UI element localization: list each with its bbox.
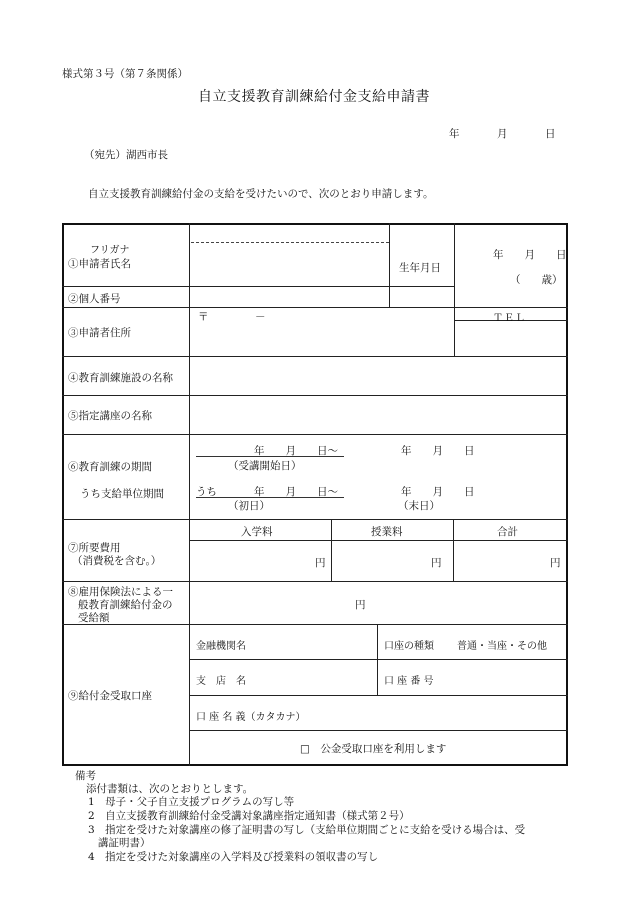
- tel-field[interactable]: [455, 321, 567, 355]
- sub-period-first-note: （初日）: [228, 500, 270, 512]
- personal-number-field[interactable]: [190, 288, 388, 306]
- postal-mark: 〒: [198, 311, 209, 323]
- period-start-note: （受講開始日）: [228, 460, 302, 472]
- insurance-label-line3: 受給額: [78, 612, 110, 624]
- public-account-checkbox[interactable]: □ 公金受取口座を利用します: [300, 743, 447, 755]
- postal-dash: －: [255, 311, 266, 323]
- course-field[interactable]: [190, 396, 567, 433]
- applicant-name-field[interactable]: [190, 244, 388, 285]
- notes-intro: 添付書類は、次のとおりとします。: [86, 783, 254, 795]
- notes-item-3-cont: 講証明書）: [98, 837, 151, 849]
- period-label: ⑥教育訓練の期間: [68, 461, 152, 473]
- period-sub-label: うち支給単位期間: [80, 488, 164, 500]
- furigana-label: フリガナ: [90, 245, 130, 256]
- addressee: （宛先）湖西市長: [84, 149, 168, 161]
- personal-number-label: ②個人番号: [68, 293, 121, 305]
- birth-date-label: 生年月日: [399, 262, 441, 274]
- notes-heading: 備考: [75, 770, 96, 782]
- facility-label: ④教育訓練施設の名称: [68, 372, 173, 384]
- sub-period-prefix: うち: [196, 486, 217, 498]
- entrance-fee-field[interactable]: [190, 542, 330, 580]
- entrance-fee-header: 入学料: [241, 526, 273, 538]
- notes-item-4: 4 指定を受けた対象講座の入学料及び授業料の領収書の写し: [88, 851, 379, 863]
- account-holder-label: 口 座 名 義（カタカナ）: [196, 712, 306, 723]
- cost-tax-note: （消費税を含む。）: [72, 555, 162, 567]
- cost-label: ⑦所要費用: [68, 542, 121, 554]
- bank-name-label: 金融機関名: [196, 641, 246, 652]
- address-label: ③申請者住所: [68, 327, 131, 339]
- course-label: ⑤指定講座の名称: [68, 410, 152, 422]
- age-field[interactable]: （ 歳）: [510, 274, 563, 286]
- account-type-options[interactable]: 普通・当座・その他: [457, 641, 547, 652]
- date-year-label: 年: [449, 128, 460, 140]
- branch-label: 支 店 名: [196, 676, 246, 687]
- facility-field[interactable]: [190, 357, 567, 394]
- address-field[interactable]: [190, 322, 452, 355]
- insurance-label-line2: 般教育訓練給付金の: [78, 599, 173, 611]
- insurance-yen: 円: [355, 599, 366, 611]
- sub-period-start-field[interactable]: 年 月 日～: [254, 486, 338, 498]
- page-title: 自立支援教育訓練給付金支給申請書: [198, 89, 430, 105]
- notes-item-2: 2 自立支援教育訓練給付金受講対象講座指定通知書（様式第２号）: [88, 810, 410, 822]
- sub-period-end-field[interactable]: 年 月 日: [401, 486, 475, 498]
- birth-date-field[interactable]: 年 月 日: [493, 249, 567, 261]
- tuition-header: 授業料: [371, 526, 403, 538]
- intro-text: 自立支援教育訓練給付金の支給を受けたいので、次のとおり申請します。: [88, 188, 434, 200]
- date-month-label: 月: [497, 128, 508, 140]
- insurance-amount-field[interactable]: [190, 582, 567, 623]
- total-header: 合計: [497, 526, 518, 538]
- entrance-fee-yen: 円: [315, 557, 326, 569]
- account-type-label: 口座の種類: [384, 641, 434, 652]
- insurance-label-line1: ⑧雇用保険法による一: [68, 586, 173, 598]
- date-day-label: 日: [545, 128, 556, 140]
- notes-item-3: 3 指定を受けた対象講座の修了証明書の写し（支給単位期間ごとに支給を受ける場合は、受: [88, 824, 526, 836]
- sub-period-last-note: （末日）: [398, 500, 440, 512]
- tel-label: ＴＥＬ: [493, 313, 526, 324]
- form-number: 様式第３号（第７条関係）: [62, 68, 188, 80]
- notes-item-1: 1 母子・父子自立支援プログラムの写し等: [88, 796, 295, 808]
- period-start-field[interactable]: 年 月 日～: [254, 445, 338, 457]
- furigana-field[interactable]: [190, 225, 388, 242]
- account-label: ⑨給付金受取口座: [68, 690, 152, 702]
- applicant-name-label: ①申請者氏名: [68, 258, 131, 270]
- account-number-label: 口 座 番 号: [384, 676, 434, 687]
- total-yen: 円: [550, 557, 561, 569]
- tuition-yen: 円: [431, 557, 442, 569]
- period-end-field[interactable]: 年 月 日: [401, 445, 475, 457]
